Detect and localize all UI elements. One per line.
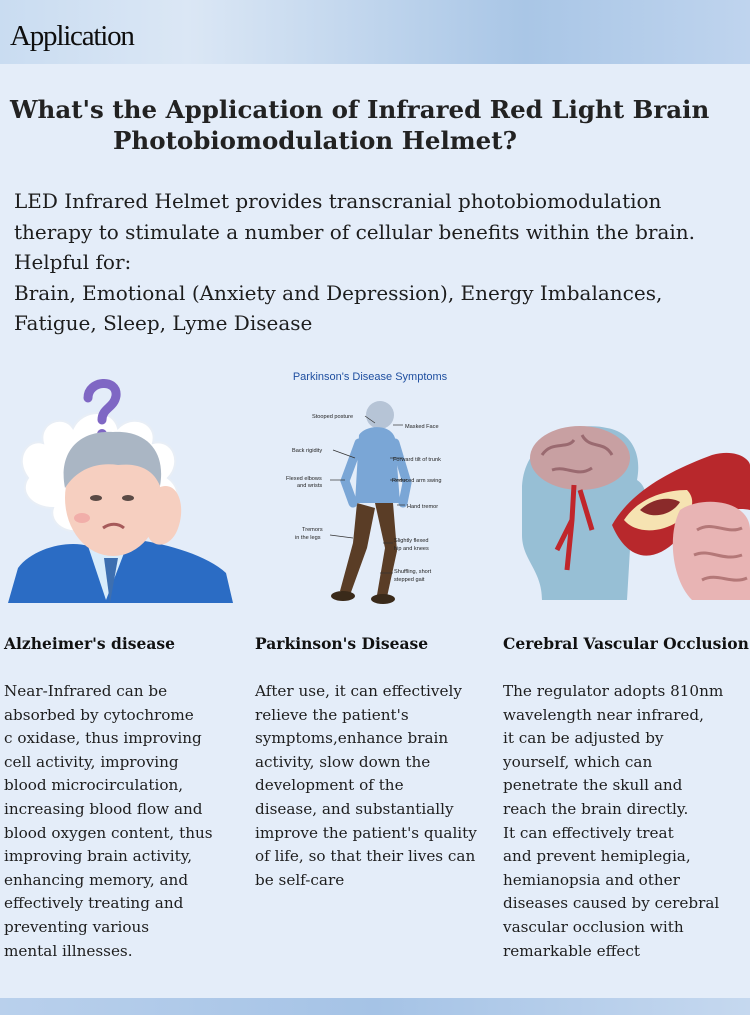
description-line: enhancing memory, and bbox=[4, 870, 189, 889]
description-line: cell activity, improving bbox=[4, 752, 179, 771]
label-reduced-arm-swing: Reduced arm swing bbox=[392, 478, 442, 484]
label-tremors: Tremors bbox=[302, 527, 323, 533]
page-title-line-1: What's the Application of Infrared Red Light Brain bbox=[10, 95, 710, 124]
description-line: vascular occlusion with bbox=[503, 917, 684, 936]
label-shuffling: Shuffling, short bbox=[394, 569, 432, 575]
parkinsons-symptoms-diagram bbox=[275, 363, 475, 613]
description-line: disease, and substantially bbox=[255, 799, 454, 818]
description-line: blood microcirculation, bbox=[4, 776, 184, 795]
description-line: remarkable effect bbox=[503, 941, 640, 960]
description-line: development of the bbox=[255, 776, 404, 795]
section-title: Application bbox=[10, 20, 134, 52]
description-line: of life, so that their lives can bbox=[255, 847, 476, 866]
description-line: yourself, which can bbox=[503, 752, 653, 771]
description-line: mental illnesses. bbox=[4, 941, 133, 960]
label-stepped-gait: stepped gait bbox=[394, 577, 425, 583]
label-masked-face: Masked Face bbox=[405, 424, 439, 430]
intro-line: Brain, Emotional (Anxiety and Depression), Energy Imbalances, bbox=[14, 280, 663, 305]
intro-line: therapy to stimulate a number of cellular benefits within the brain. bbox=[14, 219, 695, 244]
parkinsons-description bbox=[255, 680, 477, 892]
description-line: and prevent hemiplegia, bbox=[503, 847, 691, 866]
label-and-wrists: and wrists bbox=[297, 483, 323, 489]
label-hip-and-knees: hip and knees bbox=[394, 546, 429, 552]
label-in-the-legs: in the legs bbox=[295, 535, 321, 541]
description-line: The regulator adopts 810nm bbox=[503, 682, 724, 700]
description-line: preventing various bbox=[4, 917, 150, 936]
description-line: effectively treating and bbox=[4, 894, 184, 913]
description-line: diseases caused by cerebral bbox=[503, 894, 720, 913]
section-header-banner bbox=[0, 0, 750, 64]
description-line: relieve the patient's bbox=[255, 705, 409, 724]
alzheimers-description bbox=[4, 680, 213, 963]
description-line: c oxidase, thus improving bbox=[4, 729, 202, 748]
description-line: absorbed by cytochrome bbox=[4, 705, 194, 724]
alzheimers-title: Alzheimer's disease bbox=[4, 634, 175, 653]
cerebral-occlusion-title: Cerebral Vascular Occlusion bbox=[503, 634, 749, 653]
description-line: hemianopsia and other bbox=[503, 870, 680, 889]
page-title bbox=[0, 94, 750, 156]
label-flexed-elbows: Flexed elbows bbox=[286, 476, 322, 482]
description-line: wavelength near infrared, bbox=[503, 705, 704, 724]
label-stooped-posture: Stooped posture bbox=[312, 414, 354, 420]
description-line: improve the patient's quality bbox=[255, 823, 477, 842]
intro-line: Helpful for: bbox=[14, 250, 132, 274]
label-back-rigidity: Back rigidity bbox=[292, 448, 323, 454]
footer-banner bbox=[0, 998, 750, 1015]
parkinsons-title: Parkinson's Disease bbox=[255, 634, 429, 653]
intro-line: LED Infrared Helmet provides transcranial photobiomodulation bbox=[14, 189, 662, 213]
intro-paragraph bbox=[14, 186, 744, 339]
label-slightly-flexed: Slightly flexed bbox=[394, 538, 429, 544]
cerebral-vascular-illustration bbox=[512, 410, 750, 600]
description-line: blood oxygen content, thus bbox=[4, 823, 213, 842]
description-line: After use, it can effectively bbox=[255, 682, 462, 700]
description-line: be self-care bbox=[255, 870, 345, 889]
description-line: activity, slow down the bbox=[255, 752, 431, 771]
description-line: It can effectively treat bbox=[503, 823, 674, 842]
diagram-title: Parkinson's Disease Symptoms bbox=[292, 371, 448, 383]
description-line: increasing blood flow and bbox=[4, 799, 203, 818]
description-line: it can be adjusted by bbox=[503, 729, 664, 748]
cerebral-occlusion-description bbox=[503, 680, 723, 963]
page-title-line-2: Photobiomodulation Helmet? bbox=[113, 126, 517, 155]
description-line: Near-Infrared can be bbox=[4, 682, 168, 700]
description-line: symptoms,enhance brain bbox=[255, 729, 449, 748]
description-line: reach the brain directly. bbox=[503, 799, 689, 818]
alzheimers-illustration bbox=[8, 368, 233, 603]
intro-line: Fatigue, Sleep, Lyme Disease bbox=[14, 311, 313, 335]
description-line: penetrate the skull and bbox=[503, 776, 683, 795]
label-hand-tremor: Hand tremor bbox=[407, 504, 439, 510]
description-line: improving brain activity, bbox=[4, 847, 193, 866]
label-forward-tilt: Forward tilt of trunk bbox=[393, 457, 441, 463]
